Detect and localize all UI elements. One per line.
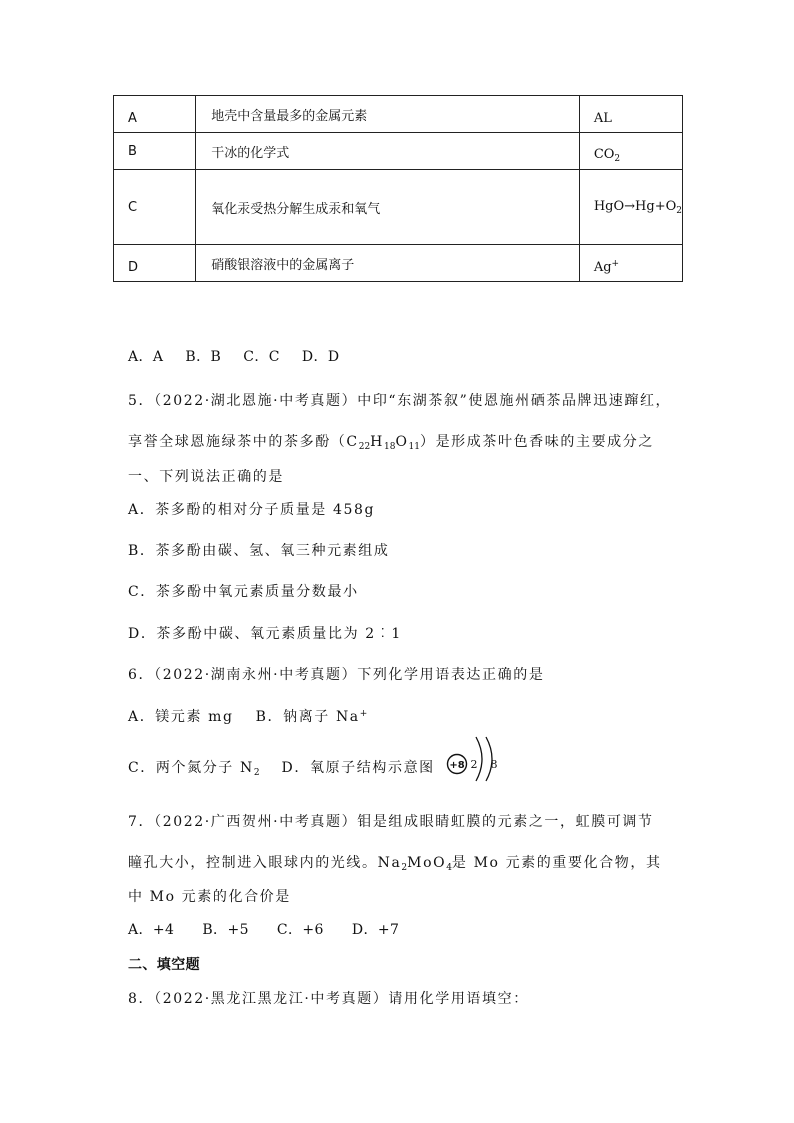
question-5-stem-line2: 享誉全球恩施绿茶中的茶多酚$(C_{22}H_{18}O_{11})$是形成茶叶色香味的主要成分之 xyxy=(128,434,654,452)
row-option: B xyxy=(128,143,137,159)
row-option: C xyxy=(128,199,138,215)
oxygen-atom-diagram xyxy=(446,734,506,784)
option-c: C．两个氮分子 $N_2$ xyxy=(128,760,260,778)
question-7-stem-line3: 中 Mo 元素的化合价是 xyxy=(128,889,291,905)
row-option: A xyxy=(128,110,137,126)
question-5-option-d: D．茶多酚中碳、氧元素质量比为 2︰1 xyxy=(128,626,402,642)
question-6-options-ab xyxy=(128,706,367,726)
row-answer: $HgO\to Hg+O_2$ xyxy=(593,198,682,216)
arrow-icon: → xyxy=(624,198,636,214)
question-5-stem-line1: 5．（2022·湖北恩施·中考真题）中印“东湖茶叙”使恩施州硒茶品牌迅速蹿红， xyxy=(128,393,672,409)
option-d: D．氧原子结构示意图 xyxy=(281,760,435,776)
question-6-stem: 6．（2022·湖南永州·中考真题）下列化学用语表达正确的是 xyxy=(128,667,545,683)
row-description: 干冰的化学式 xyxy=(211,145,290,161)
question-6-options-cd xyxy=(128,757,435,778)
table-row xyxy=(114,170,683,245)
table-row xyxy=(114,96,683,133)
row-description: 地壳中含量最多的金属元素 xyxy=(211,108,368,124)
row-answer: Ag+ xyxy=(593,259,620,275)
table-row xyxy=(114,245,683,282)
option-b: B．B xyxy=(185,349,222,365)
question-7-stem-line1: 7．（2022·广西贺州·中考真题）钼是组成眼睛虹膜的元素之一，虹膜可调节 xyxy=(128,814,654,830)
nucleus-charge: +8 xyxy=(449,760,465,771)
shell-2-electrons: 8 xyxy=(490,758,498,771)
table-row xyxy=(114,133,683,170)
option-a: A．A xyxy=(128,349,164,365)
option-d: D．+7 xyxy=(351,922,400,938)
shell-1-electrons: 2 xyxy=(470,758,478,771)
question-5-option-b: B．茶多酚由碳、氢、氧三种元素组成 xyxy=(128,543,390,559)
question-8-stem: 8．（2022·黑龙江黑龙江·中考真题）请用化学用语填空： xyxy=(128,991,529,1007)
row-answer: $CO_2$ xyxy=(593,146,621,164)
option-d: D．D xyxy=(301,349,340,365)
question-5-option-c: C．茶多酚中氧元素质量分数最小 xyxy=(128,584,359,600)
question-4-options xyxy=(128,346,339,366)
option-a: A．+4 xyxy=(128,922,175,938)
row-description: 硝酸银溶液中的金属离子 xyxy=(211,257,355,273)
question-5-stem-line3: 一、下列说法正确的是 xyxy=(128,469,284,485)
section-title: 二、填空题 xyxy=(128,957,200,973)
row-option: D xyxy=(128,259,139,275)
option-c: C．+6 xyxy=(276,922,324,938)
option-b: B．+5 xyxy=(202,922,249,938)
option-c: C．C xyxy=(243,349,280,365)
option-a: A．镁元素 mg xyxy=(128,709,234,725)
question-7-options xyxy=(128,919,399,939)
row-answer: AL xyxy=(593,110,612,126)
question-7-stem-line2: 瞳孔大小，控制进入眼球内的光线。$Na_2MoO_4$是 Mo 元素的重要化合物，其 xyxy=(128,855,662,873)
row-description: 氧化汞受热分解生成汞和氧气 xyxy=(211,201,381,217)
question-5-option-a: A．茶多酚的相对分子质量是 458g xyxy=(128,502,376,518)
question-4-table xyxy=(113,95,683,282)
option-b: B．钠离子 Na+ xyxy=(255,709,368,725)
